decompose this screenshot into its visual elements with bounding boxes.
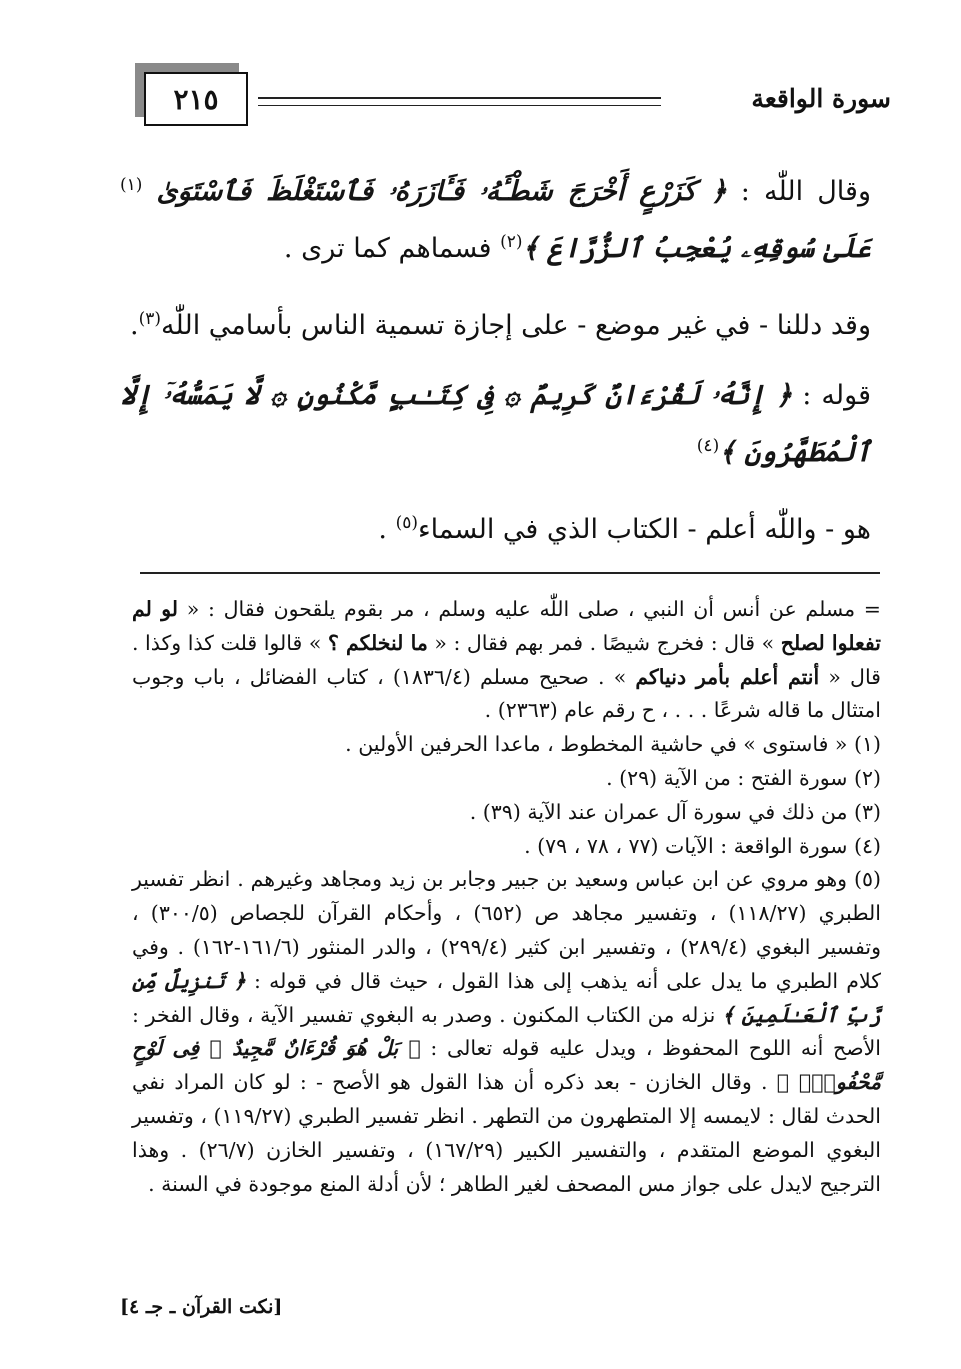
footnote-ref-2[interactable]: (٢): [500, 232, 523, 252]
quran-verse-1b: عَلَىٰ سُوقِهِۦ يُعْجِبُ ٱلزُّرَّاعَ ﴾: [522, 233, 871, 264]
paragraph-2: [120, 294, 871, 351]
fn5-text-2: نزله من الكتاب المكنون . وصدر به البغوي تفسير الآية ، وقال الفخر : الأصح أنه اللوح المحفوظ ، ويدل عليه قوله تعالى :: [132, 1002, 881, 1061]
fn5-quran-2: ﴿ بَلْ هُوَ قُرْءَانٌ مَّجِيدٌ ۞ فِى لَوْحٍ مَّحْفُوظٍۭ ﴾: [132, 1036, 881, 1095]
footnote-2: (٢) سورة الفتح : من الآية (٢٩) .: [606, 765, 881, 790]
footnote-ref-3[interactable]: (٣): [138, 309, 162, 329]
page-header: [130, 60, 891, 130]
p4-text: هو - واللّٰه أعلم - الكتاب الذي في السماء: [417, 514, 871, 545]
fn-cont-b3: أنتم أعلم بأمر دنياكم: [635, 664, 820, 689]
surah-title: سورة الواقعة: [751, 84, 891, 113]
fn5-quran-1: ﴿ تَنزِيلٌ مِّن رَّبِّ ٱلْعَـٰلَمِينَ ﴾: [132, 968, 881, 1027]
fn-cont-a4: » . صحيح مسلم (١٨٣٦/٤) ، كتاب الفضائل ، باب وجوب امتثال ما قاله شرعًا . . . ، ح رقم عام (٢٣٦٣) .: [132, 664, 881, 723]
p2-text: وقد دللنا - في غير موضع - على إجازة تسمية الناس بأسامي اللّٰه: [161, 310, 871, 341]
footnote-continuation: [132, 593, 881, 728]
footnote-ref-4[interactable]: (٤): [696, 436, 720, 456]
footnote-1: (١) « فاستوى » في حاشية المخطوط ، ماعدا الحرفين الأولين .: [345, 732, 881, 757]
footnote-divider: [140, 572, 880, 574]
quran-verse-1: ﴿ كَزَرْعٍ أَخْرَجَ شَطْـَٔهُۥ فَـَٔازَرَهُۥ فَٱسْتَغْلَظَ فَٱسْتَوَىٰ: [156, 176, 727, 207]
paragraph-3: [120, 371, 871, 478]
footnote-5: [132, 863, 881, 1201]
main-text: [120, 160, 871, 575]
fn-cont-b2: ما لنخلكم ؟: [327, 630, 428, 655]
header-rule: [258, 97, 661, 106]
paragraph-4: [120, 498, 871, 555]
fn-cont-a: = مسلم عن أنس أن النبي ، صلى اللّٰه عليه وسلم ، مر بقوم يلقحون فقال : «: [186, 597, 881, 621]
p3-lead: قوله :: [802, 380, 871, 411]
fn5-number: (٥): [853, 867, 881, 892]
p1-tail: فسماهم كما ترى .: [283, 233, 492, 264]
p2-end: .: [130, 310, 139, 341]
paragraph-1: [120, 160, 871, 274]
footnote-3: (٣) من ذلك في سورة آل عمران عند الآية (٣٩) .: [469, 799, 881, 824]
fn5-text-1: وهو مروي عن ابن عباس وسعيد بن جبير وجابر بن زيد ومجاهد وغيرهم . انظر تفسير الطبري (١١٨/٢٧) ، وتفسير مجاهد ص (٦٥٢) ، وأحكام القرآن للجصاص (٣٠٠/٥) ، وتفسير البغوي (٢٨٩/٤) ، وتفسير ابن كثير (٢٩٩/٤) ، والدر المنثور (١٦١/٦-١٦٢) . وفي كلام الطبري ما يدل على أنه يذهب إلى هذا القول ، حيث قال في قوله :: [132, 867, 881, 993]
footnotes: [132, 593, 881, 1201]
fn-cont-b1: لو لم تفعلوا لصلح: [132, 597, 881, 655]
footnote-ref-5[interactable]: (٥): [395, 513, 418, 533]
quran-verse-2: ﴿ إِنَّهُۥ لَقُرْءَانٌ كَرِيمٌ ۞ فِى كِتَـٰبٍ مَّكْنُونٍ ۞ لَّا يَمَسُّهُۥٓ إِلَّا ٱلْمُطَهَّرُونَ ﴾: [120, 380, 871, 468]
fn-cont-a3: » قالوا قلت كذا وكذا . قال «: [132, 630, 881, 689]
footnote-ref-1[interactable]: (١): [120, 175, 143, 195]
fn-cont-a2: » قال : فخرج شيصًا . فمر بهم فقال : «: [434, 630, 775, 655]
book-signature: [نكت القرآن ـ جـ ٤]: [120, 1296, 283, 1318]
fn5-text-3: . وقال الخازن - بعد ذكره أن هذا القول هو الأصح - : لو كان المراد نفي الحدث لقال : لايمسه إلا المتطهرون من التطهر . انظر تفسير الطبري (١١٩/٢٧) ، وتفسير البغوي الموضع المتقدم ، والتفسير الكبير (١٦٧/٢٩) ، وتفسير الخازن (٢٦/٧) . وهذا الترجيح لايدل على جواز مس المصحف لغير الطاهر ؛ لأن أدلة المنع موجودة في السنة .: [132, 1070, 881, 1196]
page-number: ٢١٥: [144, 72, 248, 126]
p4-end: .: [378, 514, 387, 545]
footnote-4: (٤) سورة الواقعة : الآيات (٧٧ ، ٧٨ ، ٧٩) .: [524, 833, 881, 858]
p1-lead: وقال اللّٰه :: [740, 176, 871, 207]
